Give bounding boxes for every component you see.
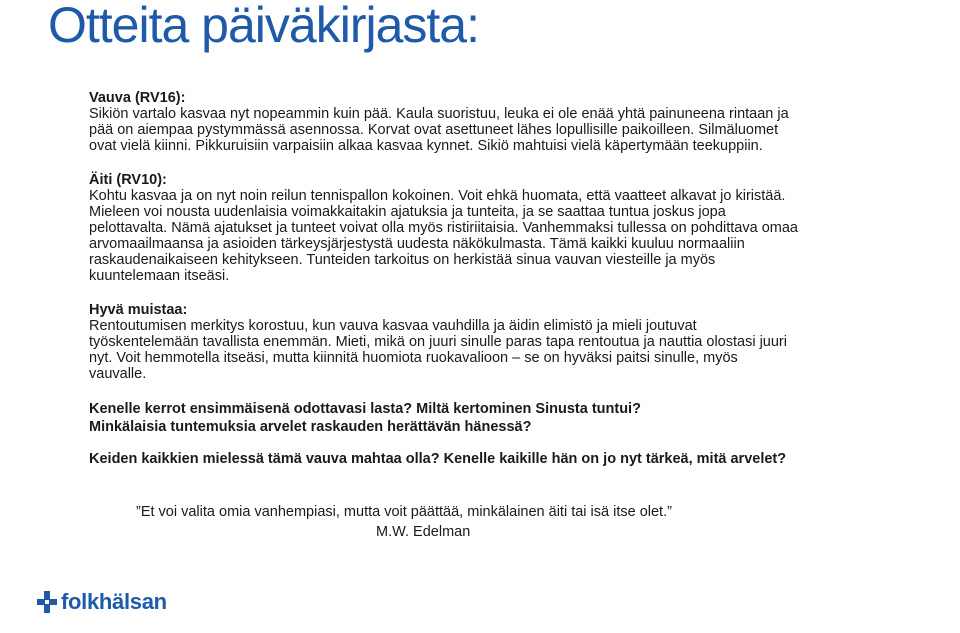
mom-section xyxy=(89,172,879,284)
remember-line: Rentoutumisen merkitys korostuu, kun vauva kasvaa vauhdilla ja äidin elimistö ja mieli joutuvat xyxy=(89,318,697,334)
mom-line: Mieleen voi nousta uudenlaisia voimakkaitakin ajatuksia ja tunteita, ja se saattaa tuntua joskus jopa xyxy=(89,204,726,220)
baby-line: Sikiön vartalo kasvaa nyt nopeammin kuin pää. Kaula suoristuu, leuka ei ole enää yhtä painuneena rintaan ja xyxy=(89,106,789,122)
remember-line: vauvalle. xyxy=(89,366,147,382)
page-title: Otteita päiväkirjasta: xyxy=(48,0,479,53)
questions-block-1 xyxy=(89,400,879,436)
cross-icon xyxy=(37,591,57,613)
remember-line: työskentelemään tavallista enemmän. Mieti, mikä on juuri sinulle paras tapa rentoutua ja nauttia olostasi juuri xyxy=(89,334,787,350)
baby-section xyxy=(89,90,879,154)
questions-block-2 xyxy=(89,450,879,468)
quote-author: M.W. Edelman xyxy=(376,524,471,540)
diary-content xyxy=(89,90,879,468)
mom-line: raskaudenaikaiseen kehitykseen. Tunteiden tarkoitus on herkistää sinua vauvan viesteille ja myös xyxy=(89,252,716,268)
folkhalsan-logo xyxy=(37,589,167,615)
remember-line: nyt. Voit hemmotella itseäsi, mutta kiinnitä huomiota ruokavalioon – se on hyväksi paitsi sinulle, myös xyxy=(89,350,738,366)
question-3: Keiden kaikkien mielessä tämä vauva mahtaa olla? Kenelle kaikille hän on jo nyt tärkeä, mitä arvelet? xyxy=(89,451,787,467)
logo-text: folkhälsan xyxy=(61,589,167,614)
question-1: Kenelle kerrot ensimmäisenä odottavasi lasta? Miltä kertominen Sinusta tuntui? xyxy=(89,401,641,417)
baby-line: ovat vielä kiinni. Pikkuruisiin varpaisiin alkaa kasvaa kynnet. Sikiö mahtuisi vielä käpertymään teekuppiin. xyxy=(89,138,763,154)
baby-heading: Vauva (RV16): xyxy=(89,90,186,106)
baby-line: pää on aiempaa pystymmässä asennossa. Korvat ovat asettuneet lähes lopullisille paikoilleen. Silmäluomet xyxy=(89,122,779,138)
mom-line: Kohtu kasvaa ja on nyt noin reilun tennispallon kokoinen. Voit ehkä huomata, että vaatteet alkavat jo kiristää. xyxy=(89,188,786,204)
mom-line: kuuntelemaan itseäsi. xyxy=(89,268,230,284)
remember-heading: Hyvä muistaa: xyxy=(89,302,188,318)
mom-line: arvomaailmaansa ja asioiden tärkeysjärjestystä uudesta näkökulmasta. Tämä kaikki kuuluu normaaliin xyxy=(89,236,745,252)
question-2: Minkälaisia tuntemuksia arvelet raskauden herättävän hänessä? xyxy=(89,419,532,435)
quote-text: ”Et voi valita omia vanhempiasi, mutta voit päättää, minkälainen äiti tai isä itse olet.” xyxy=(136,504,672,520)
mom-heading: Äiti (RV10): xyxy=(89,172,167,188)
mom-line: pelottavalta. Nämä ajatukset ja tunteet voivat olla myös ristiriitaisia. Vanhemmaksi tullessa on pohdittava omaa xyxy=(89,220,798,236)
remember-section xyxy=(89,302,879,382)
